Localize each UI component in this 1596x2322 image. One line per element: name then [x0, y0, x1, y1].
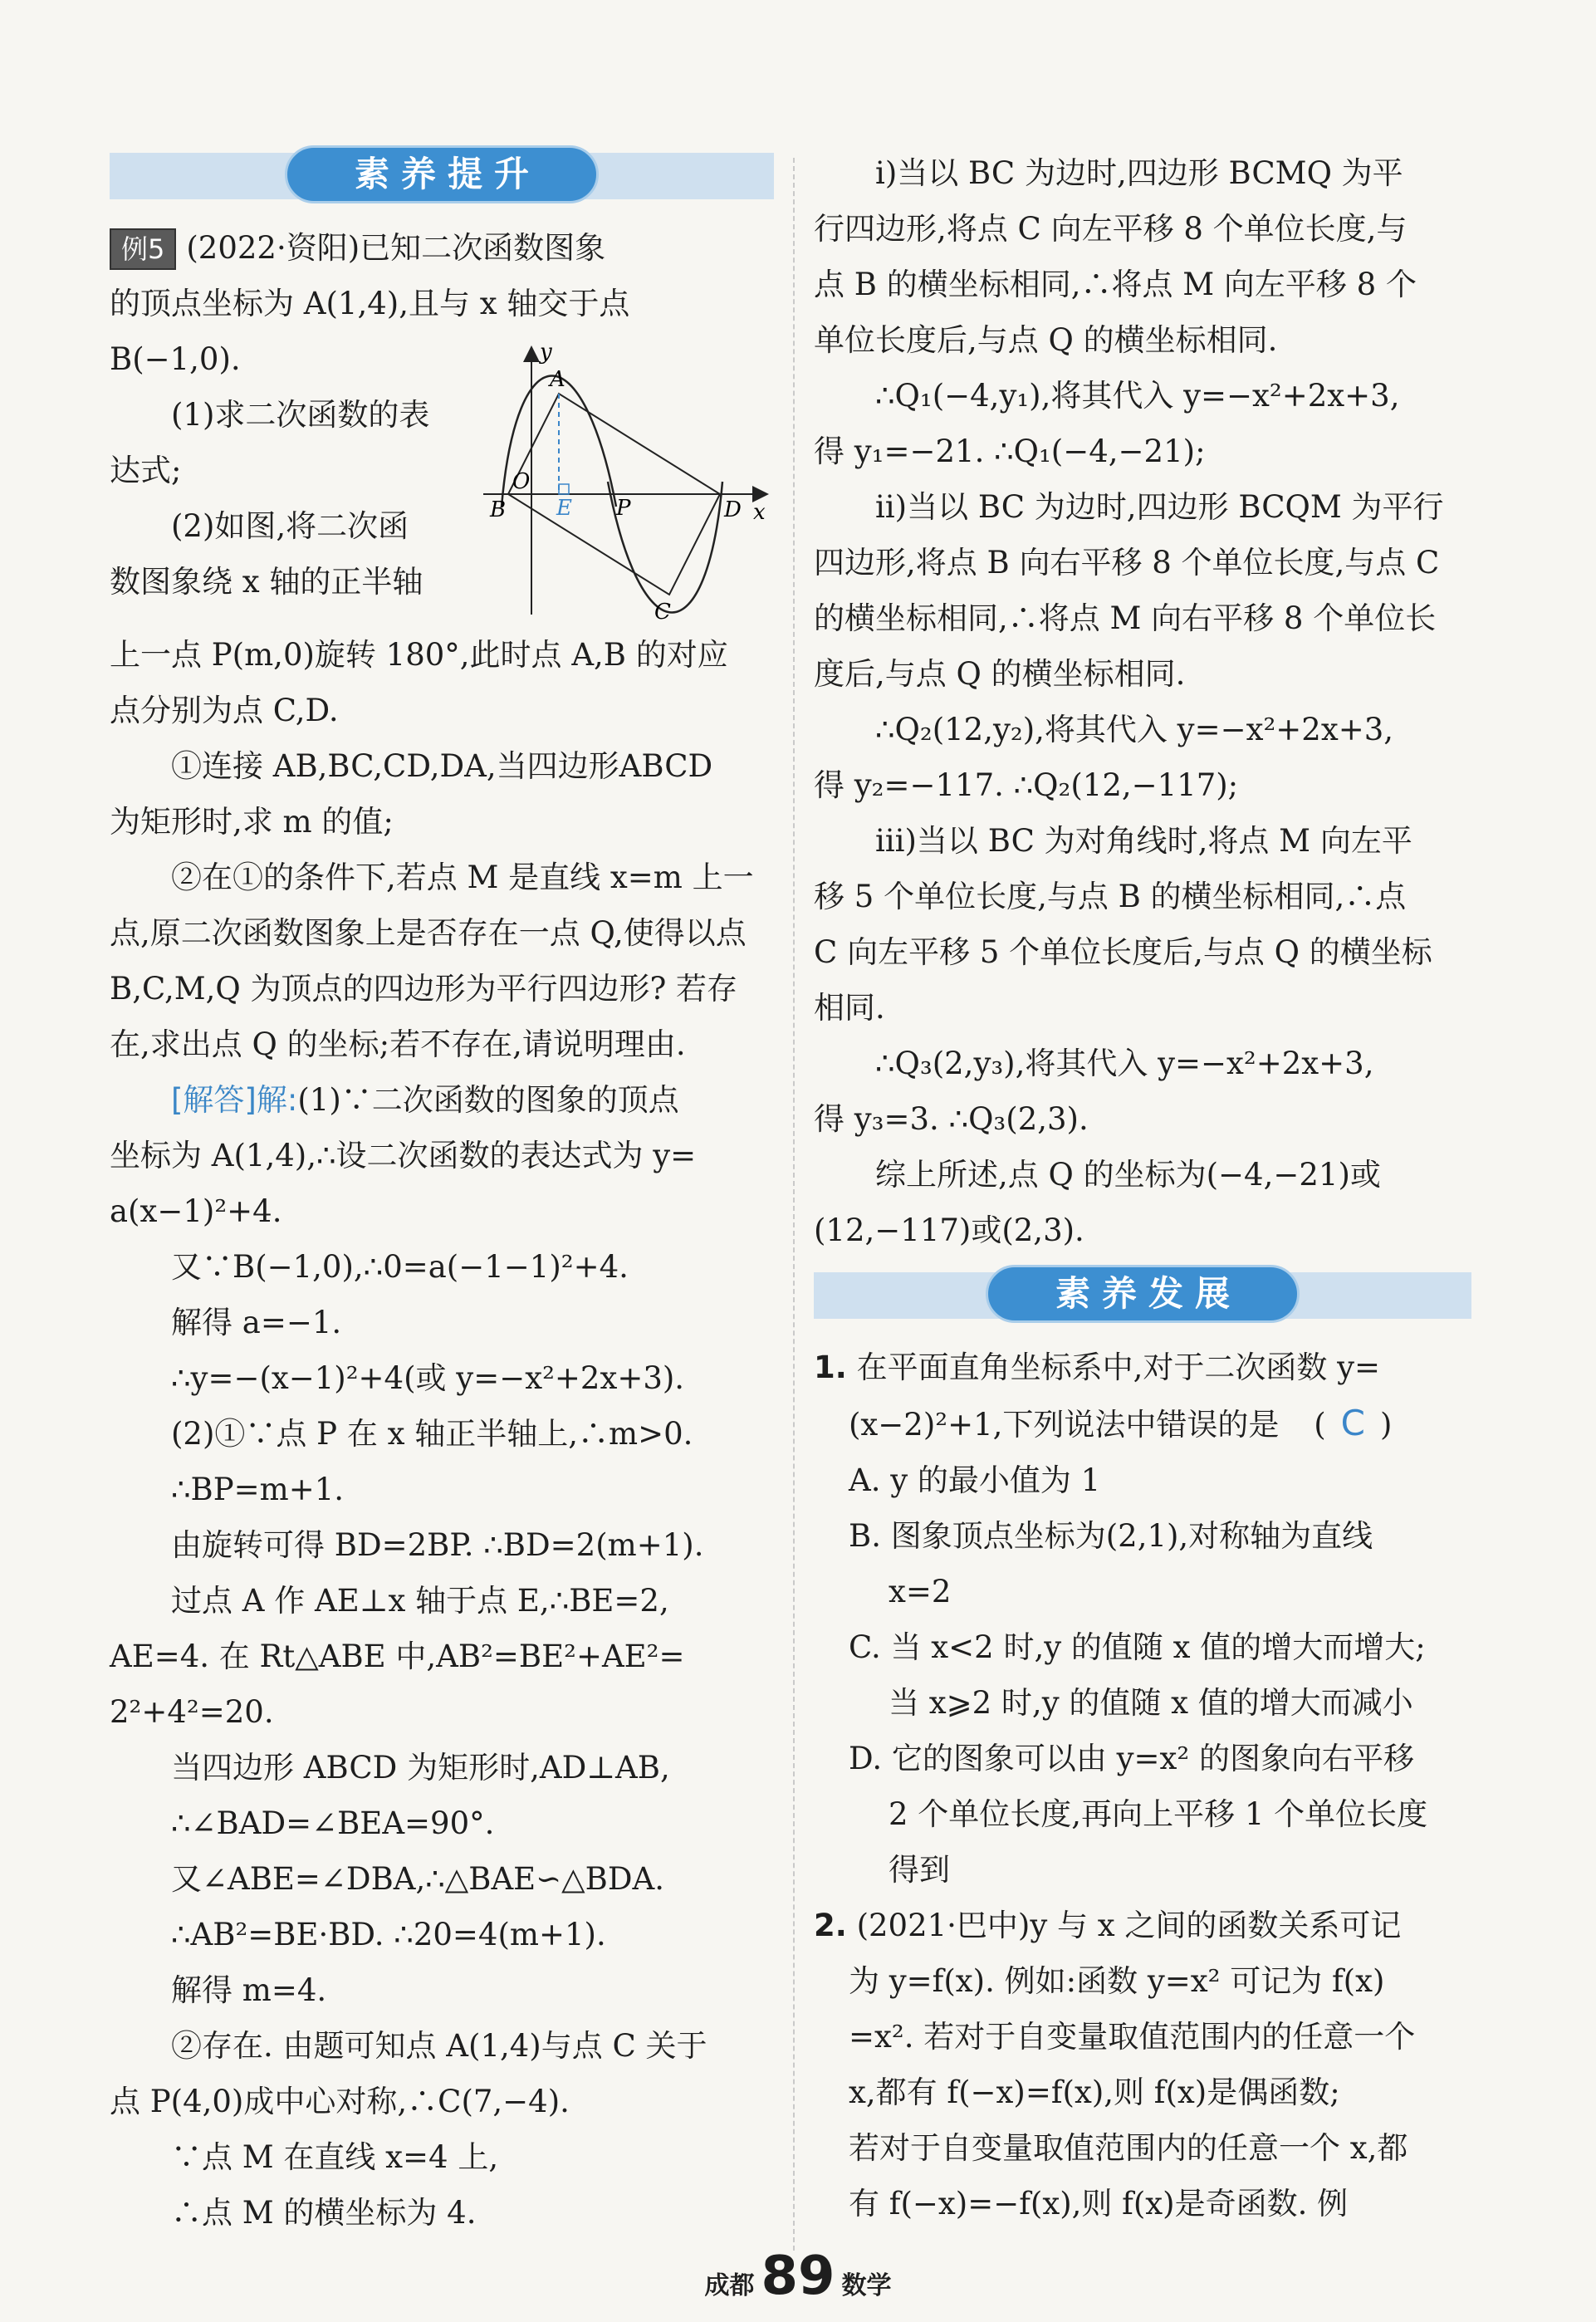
solution-line: 得 y₁=−21. ∴Q₁(−4,−21);	[814, 434, 1206, 469]
page-footer	[0, 2246, 1596, 2307]
question-line: ①连接 AB,BC,CD,DA,当四边形ABCD	[171, 748, 713, 784]
solution-line: 解得 m=4.	[171, 1972, 327, 2008]
question-line: (x−2)²+1,下列说法中错误的是 ( C )	[814, 1395, 1471, 1452]
right-column	[814, 145, 1471, 2231]
question-line: ②在①的条件下,若点 M 是直线 x=m 上一	[171, 860, 754, 895]
solution-line: ∵点 M 在直线 x=4 上,	[171, 2139, 499, 2175]
solution-line: 过点 A 作 AE⊥x 轴于点 E,∴BE=2,	[171, 1583, 669, 1619]
solution-line: AE=4. 在 Rt△ABE 中,AB²=BE²+AE²=	[110, 1639, 685, 1674]
option-d-cont: 得到	[889, 1852, 950, 1888]
question-1: 1. 在平面直角坐标系中,对于二次函数 y=	[814, 1350, 1381, 1385]
example-line: 的顶点坐标为 A(1,4),且与 x 轴交于点	[110, 286, 630, 321]
option-b-cont: x=2	[889, 1574, 952, 1609]
solution-line: 坐标为 A(1,4),∴设二次函数的表达式为 y=	[110, 1138, 697, 1173]
solution-line: 又∵B(−1,0),∴0=a(−1−1)²+4.	[171, 1249, 629, 1285]
right-angle-mark	[559, 484, 569, 494]
label-p: P	[616, 496, 631, 521]
section-banner-develop	[814, 1265, 1471, 1326]
question-line: 点,原二次函数图象上是否存在一点 Q,使得以点	[110, 915, 747, 951]
option-b: B. 图象顶点坐标为(2,1),对称轴为直线	[849, 1518, 1373, 1554]
solution-line: a(x−1)²+4.	[110, 1193, 282, 1229]
solution-line: ②存在. 由题可知点 A(1,4)与点 C 关于	[171, 2028, 707, 2064]
solution-line: ∴Q₂(12,y₂),将其代入 y=−x²+2x+3,	[875, 712, 1393, 747]
solution-line: ⅲ)当以 BC 为对角线时,将点 M 向左平	[875, 823, 1412, 859]
banner-title: 素养发展	[986, 1265, 1300, 1323]
question-line: =x². 若对于自变量取值范围内的任意一个	[849, 2019, 1416, 2055]
solution-line: ⅱ)当以 BC 为边时,四边形 BCQM 为平行	[875, 489, 1444, 525]
option-c: C. 当 x<2 时,y 的值随 x 值的增大而增大;	[849, 1629, 1426, 1665]
question-line: (1)求二次函数的表	[171, 397, 430, 433]
solution-line: ∴Q₁(−4,y₁),将其代入 y=−x²+2x+3,	[875, 378, 1400, 414]
question-line: (2)如图,将二次函	[171, 508, 409, 544]
example-line: 例5 (2022·资阳)已知二次函数图象	[110, 220, 774, 276]
column-divider	[793, 158, 795, 2251]
solution-line: [解答]解:(1)∵二次函数的图象的顶点	[171, 1082, 679, 1118]
solution-line: 四边形,将点 B 向右平移 8 个单位长度,与点 C	[814, 545, 1440, 580]
solution-line: 得 y₃=3. ∴Q₃(2,3).	[814, 1101, 1089, 1137]
question-line: 上一点 P(m,0)旋转 180°,此时点 A,B 的对应	[110, 637, 728, 673]
solution-line: C 向左平移 5 个单位长度后,与点 Q 的横坐标	[814, 934, 1432, 970]
solution-line: 度后,与点 Q 的横坐标相同.	[814, 656, 1186, 692]
question-line: 在,求出点 Q 的坐标;若不存在,请说明理由.	[110, 1026, 686, 1062]
label-a: A	[550, 367, 565, 392]
solution-line: 移 5 个单位长度,与点 B 的横坐标相同,∴点	[814, 879, 1407, 914]
question-line: B,C,M,Q 为顶点的四边形为平行四边形? 若存	[110, 971, 738, 1007]
footer-city: 成都	[704, 2271, 755, 2300]
option-d-cont: 2 个单位长度,再向上平移 1 个单位长度	[889, 1796, 1428, 1832]
label-e: E	[556, 496, 572, 521]
solution-line: 解得 a=−1.	[171, 1305, 342, 1340]
question-line: 为矩形时,求 m 的值;	[110, 804, 394, 840]
answer-mark: C	[1340, 1403, 1365, 1443]
solution-line: ∴BP=m+1.	[171, 1472, 345, 1507]
solution-line: ∴∠BAD=∠BEA=90°.	[171, 1805, 495, 1841]
section-banner-improve	[110, 145, 774, 207]
example-line: B(−1,0).	[110, 341, 241, 377]
option-a: A. y 的最小值为 1	[849, 1462, 1101, 1498]
question-line: 为 y=f(x). 例如:函数 y=x² 可记为 f(x)	[849, 1963, 1385, 1999]
question-line: 点分别为点 C,D.	[110, 693, 339, 728]
label-y: y	[540, 340, 552, 365]
solution-line: ∴点 M 的横坐标为 4.	[171, 2195, 477, 2231]
solution-line: 得 y₂=−117. ∴Q₂(12,−117);	[814, 767, 1239, 803]
question-line: 数图象绕 x 轴的正半轴	[110, 564, 423, 600]
option-d: D. 它的图象可以由 y=x² 的图象向右平移	[849, 1741, 1414, 1776]
footer-subject: 数学	[841, 2271, 892, 2300]
page-number: 89	[761, 2246, 835, 2307]
example-tag: 例5	[110, 228, 176, 270]
option-c-cont: 当 x⩾2 时,y 的值随 x 值的增大而减小	[889, 1685, 1413, 1721]
solution-line: 综上所述,点 Q 的坐标为(−4,−21)或	[875, 1157, 1381, 1193]
label-o: O	[512, 469, 531, 494]
solution-line: ∴Q₃(2,y₃),将其代入 y=−x²+2x+3,	[875, 1046, 1374, 1081]
solution-line: ∴AB²=BE·BD. ∴20=4(m+1).	[171, 1917, 606, 1952]
solution-line: 行四边形,将点 C 向左平移 8 个单位长度,与	[814, 211, 1408, 247]
solution-line: 相同.	[814, 990, 885, 1026]
solution-line: 当四边形 ABCD 为矩形时,AD⊥AB,	[171, 1750, 670, 1786]
question-line: 达式;	[110, 453, 182, 488]
label-c: C	[654, 600, 671, 625]
parabola-figure	[483, 340, 770, 627]
question-line: x,都有 f(−x)=f(x),则 f(x)是偶函数;	[849, 2075, 1340, 2110]
solution-line: (12,−117)或(2,3).	[814, 1212, 1084, 1248]
solution-line: 的横坐标相同,∴将点 M 向右平移 8 个单位长	[814, 600, 1437, 636]
solution-line: ⅰ)当以 BC 为边时,四边形 BCMQ 为平	[875, 155, 1403, 191]
label-x: x	[753, 500, 766, 525]
solution-line: 点 P(4,0)成中心对称,∴C(7,−4).	[110, 2084, 570, 2119]
solution-line: 单位长度后,与点 Q 的横坐标相同.	[814, 322, 1278, 358]
left-column	[110, 145, 774, 2241]
solution-line: (2)①∵点 P 在 x 轴正半轴上,∴m>0.	[171, 1416, 693, 1452]
question-line: 若对于自变量取值范围内的任意一个 x,都	[849, 2130, 1408, 2166]
solution-line: ∴y=−(x−1)²+4(或 y=−x²+2x+3).	[171, 1360, 685, 1396]
solution-line: 由旋转可得 BD=2BP. ∴BD=2(m+1).	[171, 1527, 704, 1563]
solution-tag: [解答]	[171, 1082, 257, 1118]
solution-line: 又∠ABE=∠DBA,∴△BAE∽△BDA.	[171, 1861, 664, 1897]
solution-line: 2²+4²=20.	[110, 1694, 274, 1730]
question-2: 2. (2021·巴中)y 与 x 之间的函数关系可记	[814, 1908, 1402, 1943]
label-b: B	[490, 497, 507, 522]
label-d: D	[724, 497, 742, 522]
solution-line: 点 B 的横坐标相同,∴将点 M 向左平移 8 个	[814, 267, 1417, 302]
banner-title: 素养提升	[285, 145, 599, 203]
question-line: 有 f(−x)=−f(x),则 f(x)是奇函数. 例	[849, 2186, 1349, 2222]
